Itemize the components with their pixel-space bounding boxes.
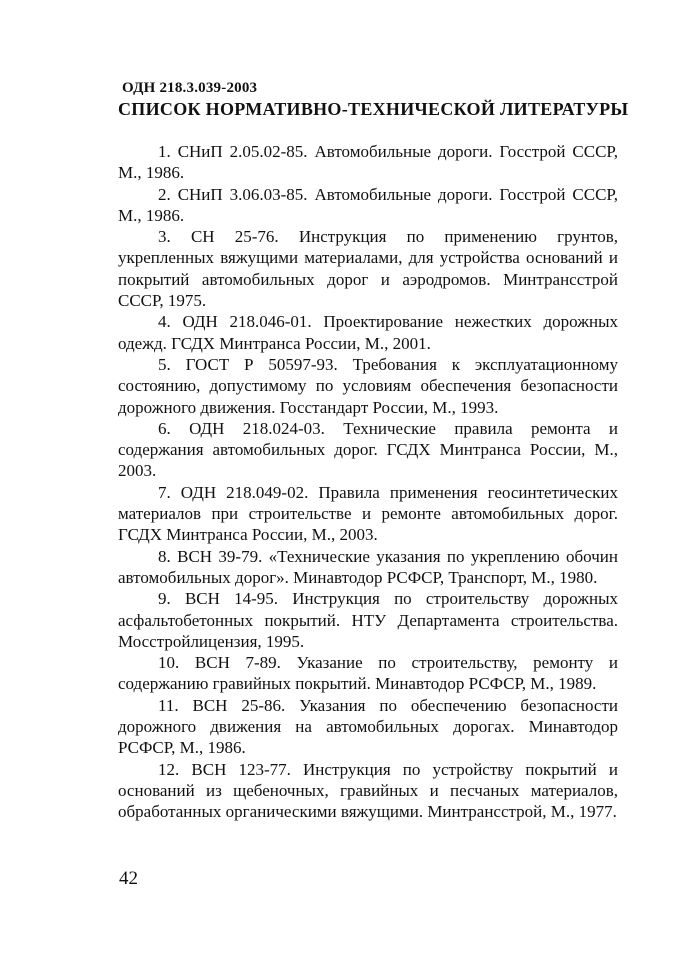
reference-item: 10. ВСН 7-89. Указание по строительству, ремонту и содержанию гравийных покрытий. Минавтодор РСФСР, М., 1989. xyxy=(118,653,618,694)
reference-item: 5. ГОСТ Р 50597-93. Требования к эксплуатационному состоянию, допустимому по условиям обеспечения безопасности дорожного движения. Госстандарт России, М., 1993. xyxy=(118,354,618,417)
reference-list xyxy=(118,141,618,823)
reference-item: 2. СНиП 3.06.03-85. Автомобильные дороги. Госстрой СССР, М., 1986. xyxy=(118,184,618,225)
reference-item: 4. ОДН 218.046-01. Проектирование нежестких дорожных одежд. ГСДХ Минтранса России, М., 2001. xyxy=(118,312,618,353)
reference-item: 9. ВСН 14-95. Инструкция по строительству дорожных асфальтобетонных покрытий. НТУ Департамента строительства. Мосстройлицензия, 1995. xyxy=(118,589,618,651)
reference-item: 1. СНиП 2.05.02-85. Автомобильные дороги. Госстрой СССР, М., 1986. xyxy=(118,142,618,183)
page-title: СПИСОК НОРМАТИВНО-ТЕХНИЧЕСКОЙ ЛИТЕРАТУРЫ xyxy=(118,99,629,119)
reference-item: 3. СН 25-76. Инструкция по применению грунтов, укрепленных вяжущими материалами, для устройства оснований и покрытий автомобильных дорог и аэродромов. Минтрансстрой СССР, 1975. xyxy=(118,227,618,311)
reference-item: 8. ВСН 39-79. «Технические указания по укреплению обочин автомобильных дорог». Минавтодор РСФСР, Транспорт, М., 1980. xyxy=(118,546,618,587)
document-code: ОДН 218.3.039-2003 xyxy=(122,80,258,96)
reference-item: 12. ВСН 123-77. Инструкция по устройству покрытий и оснований из щебеночных, гравийных и песчаных материалов, обработанных органическими вяжущими. Минтрансстрой, М., 1977. xyxy=(118,759,618,822)
reference-item: 11. ВСН 25-86. Указания по обеспечению безопасности дорожного движения на автомобильных дорогах. Минавтодор РСФСР, М., 1986. xyxy=(118,695,618,758)
reference-item: 7. ОДН 218.049-02. Правила применения геосинтетических материалов при строительстве и ремонте автомобильных дорог. ГСДХ Минтранса России, М., 2003. xyxy=(118,482,618,545)
reference-item: 6. ОДН 218.024-03. Технические правила ремонта и содержания автомобильных дорог. ГСДХ Минтранса России, М., 2003. xyxy=(118,418,618,481)
page-number: 42 xyxy=(119,868,138,889)
